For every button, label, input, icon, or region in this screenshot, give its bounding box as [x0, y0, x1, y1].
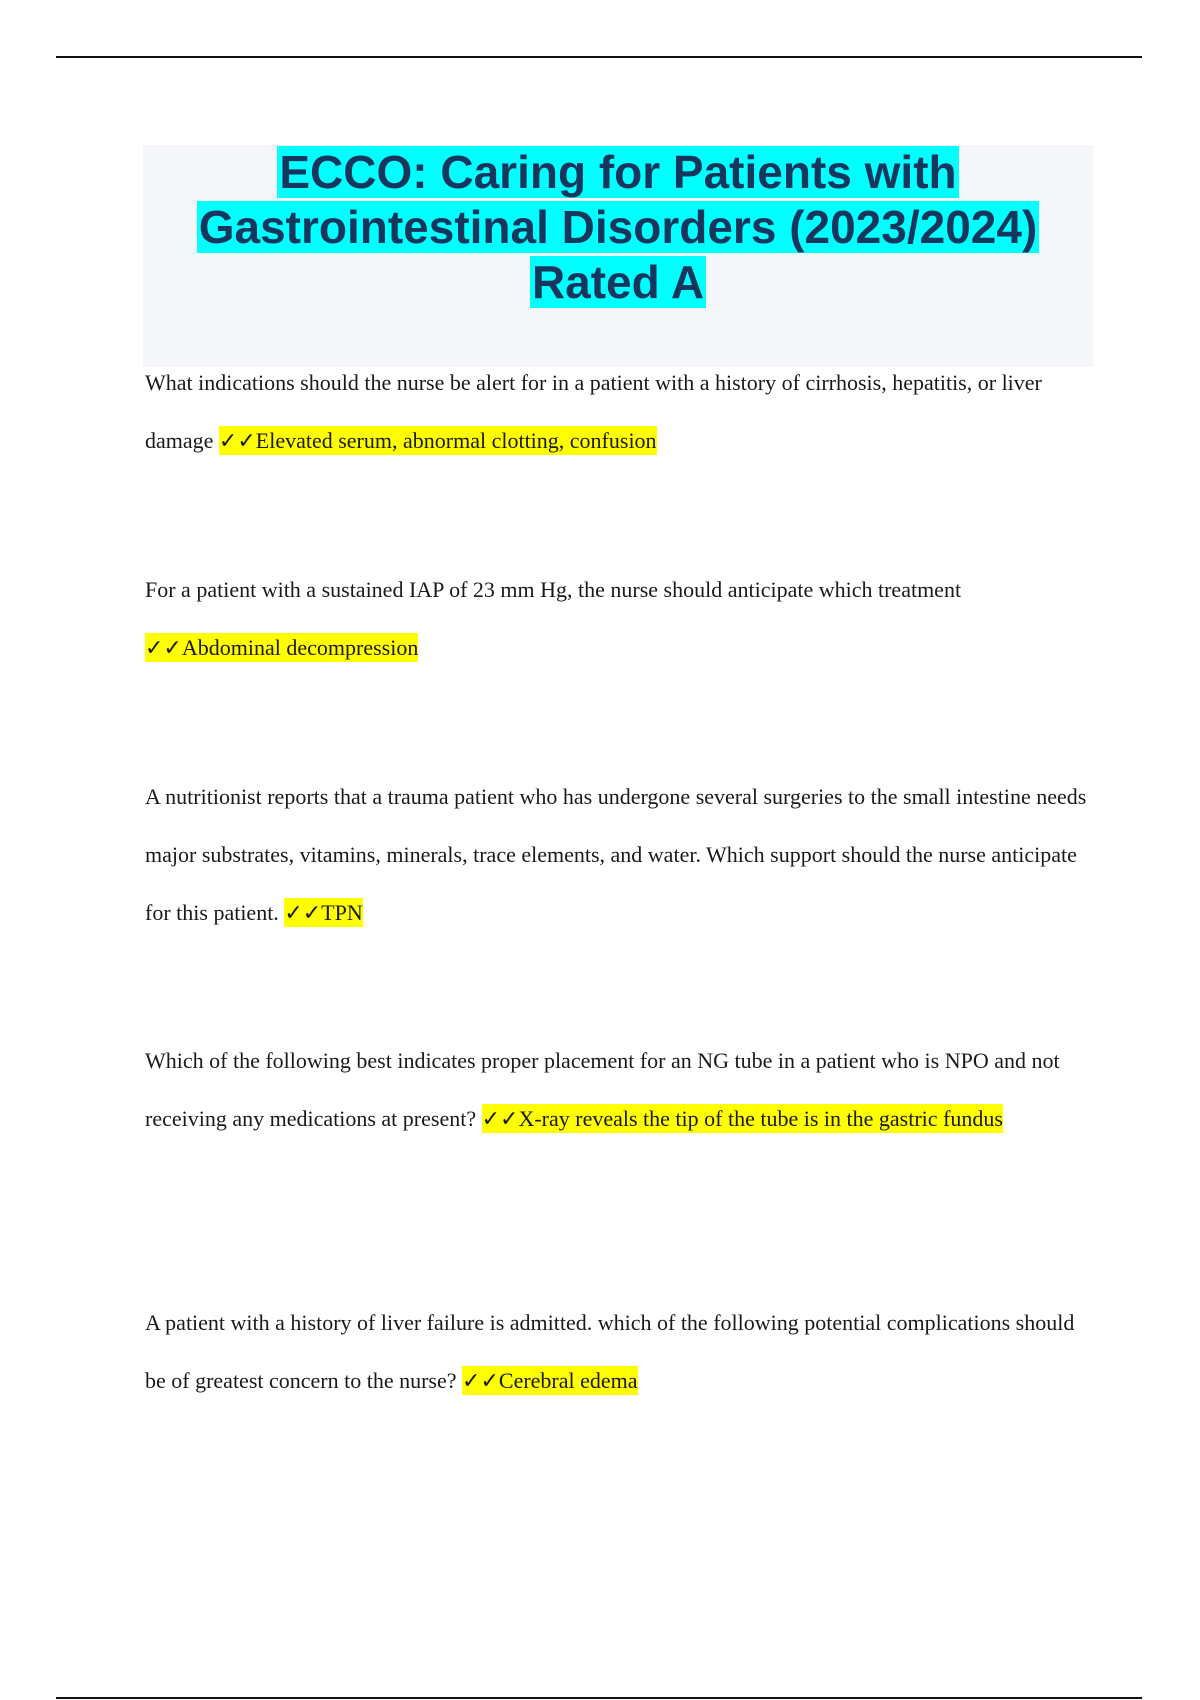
qa-item-3: [145, 768, 1090, 942]
document-title: [143, 145, 1093, 310]
title-block: [143, 145, 1093, 367]
answer-text: ✓✓Elevated serum, abnormal clotting, confusion: [218, 428, 657, 453]
qa-item-5: [145, 1294, 1090, 1410]
answer-text: ✓✓Abdominal decompression: [145, 635, 419, 660]
title-line-1: ECCO: Caring for Patients with: [279, 146, 957, 198]
question-text: For a patient with a sustained IAP of 23 mm Hg, the nurse should anticipate which treatment: [145, 577, 962, 602]
question-text: Which of the following best indicates proper placement for an NG tube in a patient who is NPO and not receiving any medications at present?: [145, 1048, 1060, 1131]
qa-item-1: [145, 354, 1090, 470]
bottom-rule: [56, 1697, 1142, 1699]
question-text: A patient with a history of liver failure is admitted. which of the following potential complications should be of greatest concern to the nurse?: [145, 1310, 1075, 1393]
qa-item-2: [145, 561, 1090, 677]
answer-text: ✓✓X-ray reveals the tip of the tube is in the gastric fundus: [481, 1106, 1003, 1131]
question-text: What indications should the nurse be alert for in a patient with a history of cirrhosis, hepatitis, or liver damage: [145, 370, 1042, 453]
title-line-2: Gastrointestinal Disorders (2023/2024): [198, 201, 1038, 253]
top-rule: [56, 56, 1142, 58]
answer-text: ✓✓TPN: [284, 900, 363, 925]
title-line-3: Rated A: [531, 256, 705, 308]
answer-text: ✓✓Cerebral edema: [462, 1368, 638, 1393]
question-text: A nutritionist reports that a trauma patient who has undergone several surgeries to the small intestine needs major substrates, vitamins, minerals, trace elements, and water. Which support should the nurse anticipate for this patient.: [145, 784, 1087, 925]
qa-item-4: [145, 1032, 1090, 1148]
